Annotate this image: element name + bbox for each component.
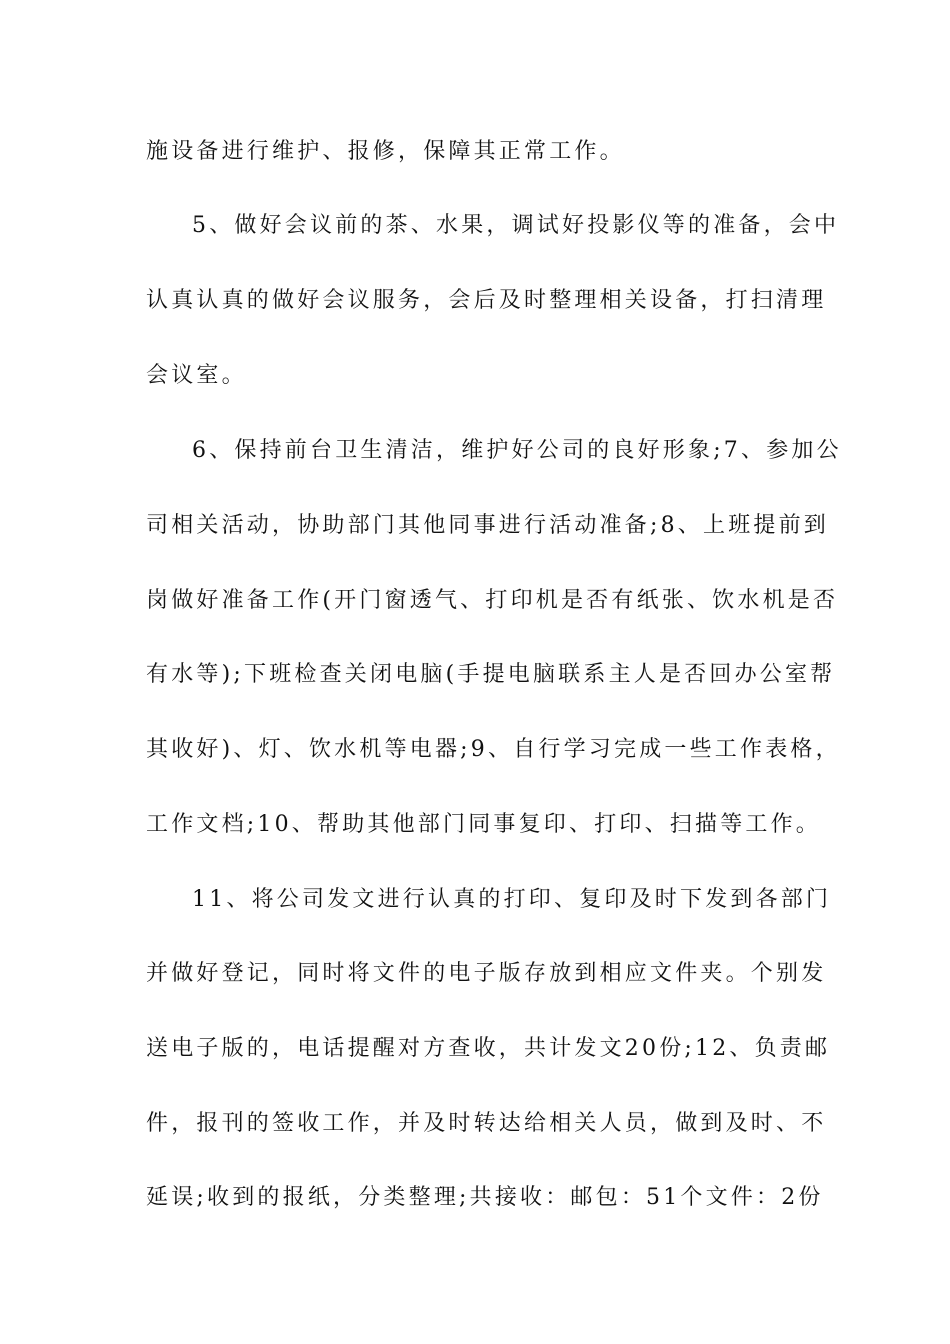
paragraph-6-line-1: 6、保持前台卫生清洁，维护好公司的良好形象;7、参加公 xyxy=(192,438,842,463)
paragraph-6-line-2: 司相关活动，协助部门其他同事进行活动准备;8、上班提前到 xyxy=(146,513,830,538)
paragraph-5-line-1: 5、做好会议前的茶、水果，调试好投影仪等的准备，会中 xyxy=(192,213,840,238)
paragraph-11-line-5: 延误;收到的报纸，分类整理;共接收：邮包：51个文件：2份 xyxy=(146,1185,824,1210)
paragraph-5-line-3: 会议室。 xyxy=(146,363,247,388)
text-line-1: 施设备进行维护、报修，保障其正常工作。 xyxy=(146,139,625,164)
paragraph-6-line-3: 岗做好准备工作(开门窗透气、打印机是否有纸张、饮水机是否 xyxy=(146,588,839,613)
paragraph-11-line-1: 11、将公司发文进行认真的打印、复印及时下发到各部门 xyxy=(192,887,832,912)
paragraph-11-line-3: 送电子版的，电话提醒对方查收，共计发文20份;12、负责邮 xyxy=(146,1036,831,1061)
paragraph-5-line-2: 认真认真的做好会议服务，会后及时整理相关设备，打扫清理 xyxy=(146,288,827,313)
paragraph-6-line-4: 有水等);下班检查关闭电脑(手提电脑联系主人是否回办公室帮 xyxy=(146,662,836,687)
paragraph-6-line-6: 工作文档;10、帮助其他部门同事复印、打印、扫描等工作。 xyxy=(146,812,822,837)
paragraph-11-line-2: 并做好登记，同时将文件的电子版存放到相应文件夹。个别发 xyxy=(146,961,827,986)
paragraph-6-line-5: 其收好)、灯、饮水机等电器;9、自行学习完成一些工作表格， xyxy=(146,737,841,762)
paragraph-11-line-4: 件，报刊的签收工作，并及时转达给相关人员，做到及时、不 xyxy=(146,1111,827,1136)
